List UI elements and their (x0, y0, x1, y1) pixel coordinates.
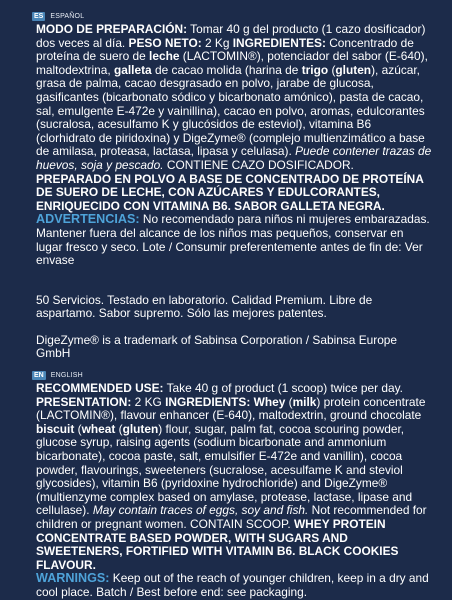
english-usage-paragraph (36, 382, 432, 572)
ingredients-text: ( (74, 421, 82, 436)
language-code-badge: EN (34, 371, 44, 379)
spacer (36, 361, 432, 369)
ingredients-text: ) protein concentrate (LACTOMIN®), flavour enhancer (E-640), maltodextrin, ground chocolate (36, 394, 426, 423)
allergen-whey: Whey (250, 394, 286, 409)
language-name: ENGLISH (50, 371, 83, 379)
ingredients-text: ( (328, 62, 336, 77)
ingredients-text: ), azúcar, grasa de palma, cacao desgrasado en polvo, jarabe de glucosa, gasificantes (bicarbonato sódico y bicarbonato amónico), pasta de cacao, sal, emulgente E-472e y vainillina), cacao en polvo, aromas, edulcorantes (sucralosa, acesulfamo K y glucósidos de esteviol), vitamina B6 (clorhidrato de piridoxina) y DigeZyme® (complejo multienzimático a base de amilasa, proteasa, lactasa, lipasa y celulasa). (36, 62, 425, 159)
english-warnings-paragraph (36, 572, 432, 599)
language-code-badge: ES (34, 12, 44, 20)
allergen-gluten: gluten (335, 62, 372, 77)
warnings-text: Keep out of the reach of younger children, keep in a dry and cool place. Batch / Best before end: see packaging. (36, 571, 429, 599)
english-product-title: WHEY PROTEIN CONCENTRATE BASED POWDER, WITH SUGARS AND SWEETENERS, FORTIFIED WITH VITAMIN B6. BLACK COOKIES FLAVOUR. (36, 517, 399, 572)
traces-notice: May contain traces of eggs, soy and fish. (92, 503, 309, 518)
net-weight-label: PESO NETO: (128, 35, 202, 50)
presentation-text: 2 KG (131, 394, 166, 409)
scoop-notice: CONTIENE CAZO DOSIFICADOR. (163, 157, 354, 172)
warnings-label: ADVERTENCIAS: (36, 212, 140, 227)
allergen-milk: milk (292, 394, 317, 409)
ingredients-text: ) flour, sugar, palm fat, cocoa scouring powder, glucose syrup, raising agents (sodium bicarbonate and ammonium bicarbonate), cocoa paste, salt, emulsifier E-472e and vanillin), cocoa powder, flavourings, sweeteners (sucralose, acesulfame K and steviol glycosides), vitamin B6 (pyridoxine hydrochloride) and DigeZyme® (multienzyme complex based on amylase, protease, lactase, lipase and cellulase). (36, 421, 413, 518)
spacer (36, 321, 432, 334)
spanish-section-header (32, 10, 432, 22)
english-section-header (32, 369, 432, 381)
recommended-use-label: RECOMMENDED USE: (36, 381, 164, 396)
ingredients-text: ( (115, 421, 123, 436)
ingredients-label: INGREDIENTES: (232, 35, 326, 50)
presentation-label: PRESENTATION: (36, 394, 132, 409)
ingredients-text: (LACTOMIN®), potenciador del sabor (E-640), maltodextrina, (36, 49, 428, 77)
ingredients-text: de cacao molida (harina de (151, 62, 302, 77)
ingredients-text: ( (285, 394, 293, 409)
spacer (36, 268, 432, 294)
allergen-trigo: trigo (301, 62, 329, 77)
trademark-paragraph: DigeZyme® is a trademark of Sabinsa Corporation / Sabinsa Europe GmbH (36, 332, 398, 361)
allergen-wheat: wheat (81, 421, 116, 436)
spanish-preparation-paragraph (36, 23, 432, 173)
spanish-warnings-paragraph (36, 213, 432, 267)
servings-paragraph: 50 Servicios. Testado en laboratorio. Calidad Premium. Libre de aspartamo. Sabor supremo. Sólo las mejores patentes. (36, 292, 373, 321)
ingredients-text: Concentrado de proteína de suero de (36, 35, 414, 64)
allergen-galleta: galleta (114, 62, 152, 77)
language-name: ESPAÑOL (50, 12, 85, 20)
allergen-gluten: gluten (122, 421, 159, 436)
not-recommended-text: Not recommended for children or pregnant women. CONTAIN SCOOP. (36, 503, 427, 531)
spanish-product-title: PREPARADO EN POLVO A BASE DE CONCENTRADO DE PROTEÍNA DE SUERO DE LECHE, CON AZÚCARES Y EDULCORANTES, ENRIQUECIDO CON VITAMINA B6. SABOR GALLETA NEGRA. (36, 171, 424, 213)
warnings-text: No recomendado para niños ni mujeres embarazadas. Mantener fuera del alcance de los niños mas pequeños, conservar en lugar fresco y seco. Lote / Consumir preferentemente antes de fin de: Ver envase (36, 212, 430, 268)
preparation-text: Tomar 40 g del producto (1 cazo dosificador) dos veces al día. (36, 22, 426, 50)
net-weight-text: 2 Kg (201, 35, 233, 50)
ingredients-label: INGREDIENTS: (165, 394, 251, 409)
recommended-use-text: Take 40 g of product (1 scoop) twice per day. (163, 381, 403, 396)
allergen-biscuit: biscuit (36, 421, 75, 436)
allergen-leche: leche (149, 49, 180, 64)
warnings-label: WARNINGS: (36, 571, 110, 586)
traces-notice: Puede contener trazas de huevos, soja y pescado. (36, 144, 432, 172)
preparation-label: MODO DE PREPARACIÓN: (36, 22, 188, 36)
